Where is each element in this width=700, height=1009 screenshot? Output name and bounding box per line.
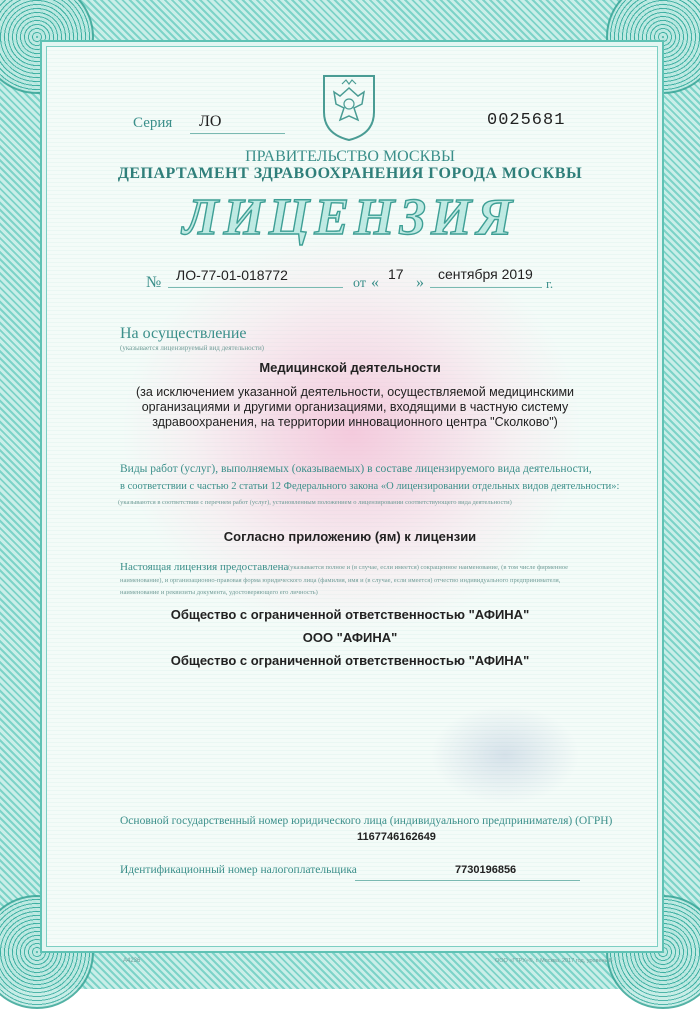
series-label: Серия	[133, 115, 173, 131]
works-value: Согласно приложению (ям) к лицензии	[223, 529, 477, 544]
works-line-1: Виды работ (услуг), выполняемых (оказываемых) в составе лицензируемого вида деятельности,	[120, 463, 592, 475]
printer-info: ООО «ГТРУ»®, г. Москва, 2017 год, уровень Б	[495, 958, 613, 964]
activity-label: На осуществление	[120, 325, 247, 342]
license-number: ЛО-77-01-018772	[176, 267, 288, 283]
day-quote-open: «	[371, 274, 379, 291]
inn-value: 7730196856	[455, 864, 517, 876]
date-from-label: от	[353, 276, 366, 291]
licensee-full-name: Общество с ограниченной ответственностью "АФИНА"	[170, 607, 530, 622]
inn-label: Идентификационный номер налогоплательщика	[120, 864, 357, 876]
licensee-short-name: ООО "АФИНА"	[302, 630, 398, 645]
inn-underline	[355, 880, 580, 881]
license-month-year: сентября 2019	[438, 266, 533, 282]
form-code: А4236	[123, 958, 141, 964]
serial-number: 0025681	[487, 111, 566, 130]
department-heading: ДЕПАРТАМЕНТ ЗДРАВООХРАНЕНИЯ ГОРОДА МОСКВЫ	[117, 165, 583, 182]
activity-hint: (указывается лицензируемый вид деятельности)	[120, 344, 265, 352]
series-underline	[190, 133, 285, 134]
granted-hint-3: наименование и реквизиты документа, удостоверяющего его личность)	[120, 589, 318, 596]
granted-lead: Настоящая лицензия предоставлена	[120, 561, 289, 573]
seal-stamp-mark	[430, 705, 580, 805]
series-value: ЛО	[199, 113, 222, 130]
ogrn-value: 1167746162649	[357, 831, 436, 843]
year-suffix: г.	[546, 276, 554, 291]
activity-main: Медицинской деятельности	[259, 360, 441, 375]
date-underline	[430, 287, 542, 288]
granted-hint-2: наименование), и организационно-правовая форма юридического лица (фамилия, имя и (в случае, если имеется) отчество индивидуального предпринимателя,	[120, 577, 561, 584]
activity-details: (за исключением указанной деятельности, осуществляемой медицинскими организациями и другими организациями, входящими в частную систему здравоохранения, на территории инновационного центра "Сколково")	[135, 385, 575, 429]
license-number-underline	[168, 287, 343, 288]
granted-hint-1: (указывается полное и (в случае, если имеется) сокращенное наименование, (в том числе фирменное	[288, 564, 569, 571]
coat-of-arms-icon	[320, 72, 378, 142]
works-line-2: в соответствии с частью 2 статьи 12 Федерального закона «О лицензировании отдельных видов деятельности»:	[120, 481, 620, 492]
license-number-label: №	[146, 274, 162, 291]
document-title: ЛИЦЕНЗИЯ	[182, 189, 518, 246]
works-hint: (указываются в соответствии с перечнем работ (услуг), установленным положением о лицензировании соответствующего вида деятельности)	[118, 499, 512, 506]
day-quote-close: »	[416, 274, 424, 291]
ogrn-label: Основной государственный номер юридического лица (индивидуального предпринимателя) (ОГРН)	[120, 815, 613, 827]
licensee-brand-name: Общество с ограниченной ответственностью "АФИНА"	[170, 653, 530, 668]
government-heading: ПРАВИТЕЛЬСТВО МОСКВЫ	[245, 148, 455, 165]
license-day: 17	[388, 266, 404, 282]
